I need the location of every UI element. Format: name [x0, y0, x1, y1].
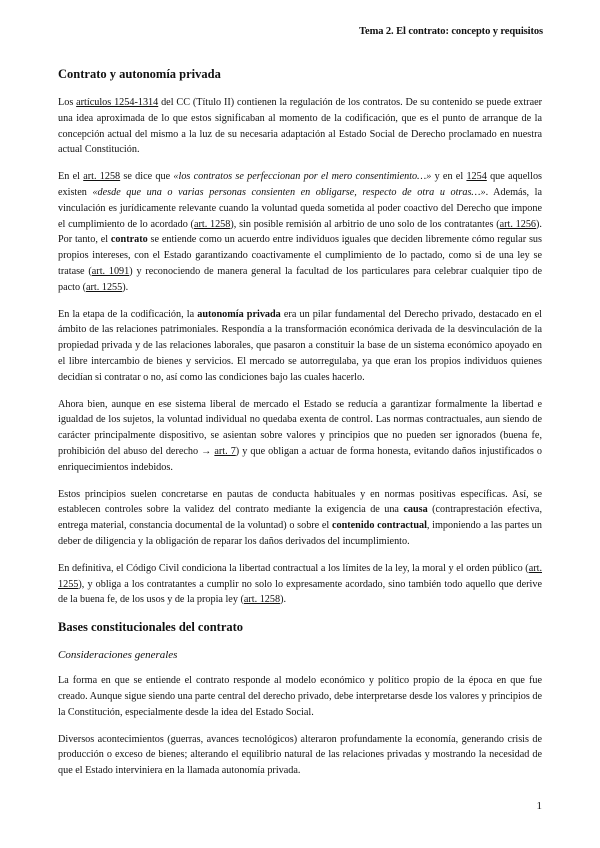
paragraph-4: [58, 397, 542, 476]
link-articulos-1254-1314[interactable]: artículos 1254-1314: [76, 97, 159, 108]
text: En definitiva, el Código Civil condiciona la libertad contractual a los límites de la ley, la moral y el orden público (: [58, 562, 529, 574]
link-art-1091[interactable]: art. 1091: [91, 265, 130, 277]
link-art-7[interactable]: art. 7: [214, 445, 236, 457]
text: ).: [122, 281, 129, 293]
text: del CC (Título II) contienen la regulación de los contratos. De su contenido se puede extraer una idea aproximada de lo que estos significaban al momento de la codificación, que es el punto de arranque de la concepción actual del mismo a la luz de su necesaria adaptación al Estado Social de Derecho proclamado en nuestra actual Constitución.: [58, 97, 542, 156]
link-art-1258[interactable]: art. 1258: [83, 171, 121, 183]
subsection-title: Consideraciones generales: [58, 649, 178, 662]
paragraph-8: Diversos acontecimientos (guerras, avances tecnológicos) alteraron profundamente la economía, generando crisis de producción o exceso de bienes; alterando el equilibrio natural de las relaciones privadas y mostrando la necesidad de que el Estado interviniera en la llamada autonomía privada.: [58, 733, 542, 777]
text: , imponiendo a las partes un deber de diligencia y la obligación de reparar los daños derivados del incumplimiento.: [58, 520, 542, 547]
text: Los: [58, 97, 77, 108]
section-title-contrato: Contrato y autonomía privada: [58, 67, 221, 81]
quote: «los contratos se perfeccionan por el mero consentimiento…»: [173, 171, 432, 183]
text: En el: [58, 171, 84, 183]
text: ).: [280, 594, 287, 606]
paragraph-6: [58, 561, 542, 608]
section-title-bases: Bases constitucionales del contrato: [58, 620, 244, 635]
text: se dice que: [120, 171, 174, 183]
text: . Además, la vinculación es jurídicamente relevante cuando la voluntad queda sometida al poder coactivo del Derecho que impone el cumplimiento de lo acordado (: [58, 186, 542, 230]
text: que aquellos existen: [58, 171, 543, 198]
link-art-1258[interactable]: art. 1258: [193, 218, 231, 230]
text: se entiende como un acuerdo entre individuos iguales que deciden libremente cómo regular sus propios intereses, con el Estado garantizando coactivamente el cumplimiento de lo pactado, como si de una ley se tratase (: [58, 234, 542, 277]
link-1254[interactable]: 1254: [466, 171, 487, 183]
text: era un pilar fundamental del Derecho privado, destacado en el ámbito de las relaciones patrimoniales. Respondía a la transformación económica derivada de la desvinculación de la propiedad privada y de las relaciones laborales, que pasaron a constituir la base de un sistema económico apoyado en el libre intercambio de bienes y servicios. El mercado se autorregulaba, ya que eran los propios individuos quienes decidían si contratar o no, así como las condiciones bajo las cuales hacerlo.: [58, 308, 542, 383]
running-header: Tema 2. El contrato: concepto y requisitos: [359, 26, 543, 37]
bold-term: contrato: [110, 234, 148, 246]
paragraph-5: [58, 487, 542, 550]
paragraph-7: La forma en que se entiende el contrato responde al modelo económico y político propio de la época en que fue creado. Aunque sigue siendo una parte central del derecho privado, debe interpretarse desde los valores y principios de la Constitución, especialmente desde la idea del Estado Social.: [58, 675, 543, 718]
paragraph-3: [58, 307, 542, 386]
page-number: 1: [536, 800, 542, 812]
text: ), y obliga a los contratantes a cumplir no solo lo expresamente acordado, sino también todo aquello que derive de la buena fe, de los usos y de la propia ley (: [58, 578, 542, 606]
text: En la etapa de la codificación, la: [58, 308, 198, 320]
text: ), sin posible remisión al arbitrio de uno solo de los contratantes (: [230, 218, 500, 230]
paragraph-2: [58, 169, 542, 295]
page-content: [58, 66, 542, 790]
text: ) y reconociendo de manera general la facultad de los particulares para celebrar cualquier tipo de pacto (: [58, 265, 542, 293]
text: ). Por tanto, el: [58, 218, 542, 246]
text: Ahora bien, aunque en ese sistema liberal de mercado el Estado se reducía a garantizar formalmente la libertad e igualdad de los sujetos, la voluntad individual no quedaba exenta de control. Las normas contractuales, aun siendo de carácter principalmente dispositivo, se asientan sobre valores y principios que no pueden ser ignorados (buena fe, prohibición del abuso del derecho →: [58, 398, 542, 457]
link-art-1255[interactable]: art. 1255: [86, 281, 123, 293]
quote: «desde que una o varias personas consienten en obligarse, respecto de otra u otras…»: [92, 186, 486, 198]
bold-term: contenido contractual: [331, 520, 427, 532]
text: y en el: [431, 171, 467, 183]
bold-term: causa: [403, 504, 428, 516]
text: ) y que obligan a actuar de forma honesta, evitando daños injustificados o enriquecimientos indebidos.: [58, 445, 542, 473]
link-art-1256[interactable]: art. 1256: [499, 218, 537, 230]
text: (contraprestación efectiva, entrega material, constancia documental de la voluntad) o sobre el: [58, 504, 542, 532]
bold-term: autonomía privada: [197, 308, 281, 320]
link-art-1258[interactable]: art. 1258: [243, 594, 281, 606]
text: Estos principios suelen concretarse en pautas de conducta habituales y en normas positivas específicas. Así, se establecen controles sobre la validez del contrato mediante la exigencia de una: [58, 488, 542, 516]
paragraph-1: [58, 95, 542, 158]
link-art-1255[interactable]: art. 1255: [58, 562, 542, 590]
